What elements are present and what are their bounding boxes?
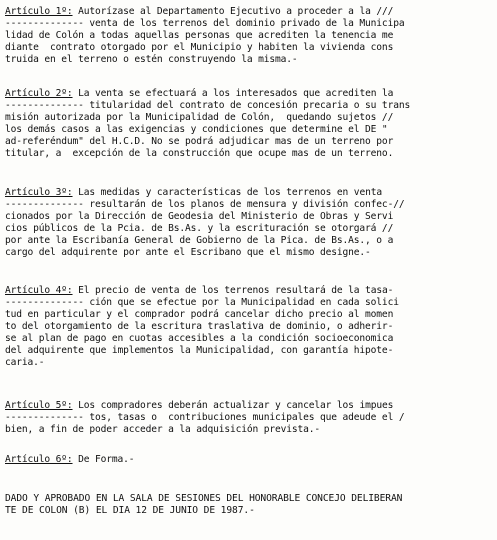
article-heading: Artículo 3º: [5,187,73,198]
article-line: -------------- resultarán de los planos de mensura y división confec-// [5,199,405,210]
article-line: cargo del adquirente por ante el Escribano que el mismo designe.- [5,247,371,258]
article-line: -------------- ción que se efectue por la Municipalidad en cada solici [5,297,399,308]
article-line [5,454,489,466]
article-text: La venta se efectuará a los interesados que acrediten la [72,88,394,99]
article-heading: Artículo 4º: [5,285,73,296]
article-line: diante contrato otorgado por el Municipio y habiten la vivienda cons [5,42,394,53]
article-line: los demás casos a las exigencias y condiciones que determine el DE " [5,124,388,135]
article-5 [5,400,489,436]
closing-line: DADO Y APROBADO EN LA SALA DE SESIONES DEL HONORABLE CONCEJO DELIBERAN [5,493,403,504]
article-line [5,285,489,297]
article-line: por ante la Escribanía General de Gobierno de la Pica. de Bs.As., o a [5,235,394,246]
article-line [5,6,489,18]
article-heading: Artículo 6º: [5,454,73,465]
article-line: -------------- venta de los terrenos del dominio privado de la Municipa [5,18,405,29]
article-line: truida en el terreno o estén construyendo la misma.- [5,54,298,65]
article-1 [5,6,489,66]
closing-statement [5,493,491,517]
article-line: caria.- [5,357,45,368]
article-line [5,400,489,412]
article-line: misión autorizada por la Municipalidad de Colón, quedando sujetos // [5,112,394,123]
article-heading: Artículo 5º: [5,400,73,411]
article-line: -------------- titularidad del contrato de concesión precaria o su trans [5,100,411,111]
article-line: -------------- tos, tasas o contribuciones municipales que adeude el / [5,412,405,423]
article-text: Autorízase al Departamento Ejecutivo a proceder a la /// [72,6,394,17]
article-4 [5,285,489,369]
article-heading: Artículo 2º: [5,88,73,99]
article-line: titular, a excepción de la construcción que ocupe mas de un terreno. [5,148,394,159]
article-3 [5,187,489,259]
article-line: to del otorgamiento de la escritura traslativa de dominio, o adherir- [5,321,394,332]
article-2 [5,88,489,160]
article-6 [5,454,489,466]
article-line: lidad de Colón a todas aquellas personas que acrediten la tenencia me [5,30,394,41]
article-line: ad-referéndum" del H.C.D. No se podrá adjudicar mas de un terreno por [5,136,394,147]
article-line [5,88,489,100]
closing-line: TE DE COLON (B) EL DIA 12 DE JUNIO DE 1987.- [5,505,255,516]
article-line: se al plan de pago en cuotas accesibles a la condición socioeconomica [5,333,394,344]
article-text: De Forma.- [72,454,135,465]
article-line [5,187,489,199]
article-line: del adquirente que implementos la Municipalidad, con garantía hipote- [5,345,394,356]
article-text: El precio de venta de los terrenos resultará de la tasa- [72,285,394,296]
article-line: cios públicos de la Pcia. de Bs.As. y la escrituración se otorgará // [5,223,394,234]
article-text: Las medidas y características de los terrenos en venta [72,187,382,198]
article-text: Los compradores deberán actualizar y cancelar los impues [72,400,394,411]
article-line: cionados por la Dirección de Geodesia del Ministerio de Obras y Servi [5,211,394,222]
article-heading: Artículo 1º: [5,6,73,17]
article-line: bien, a fin de poder acceder a la adquisición prevista.- [5,424,321,435]
article-line: tud en particular y el comprador podrá cancelar dicho precio al momen [5,309,394,320]
